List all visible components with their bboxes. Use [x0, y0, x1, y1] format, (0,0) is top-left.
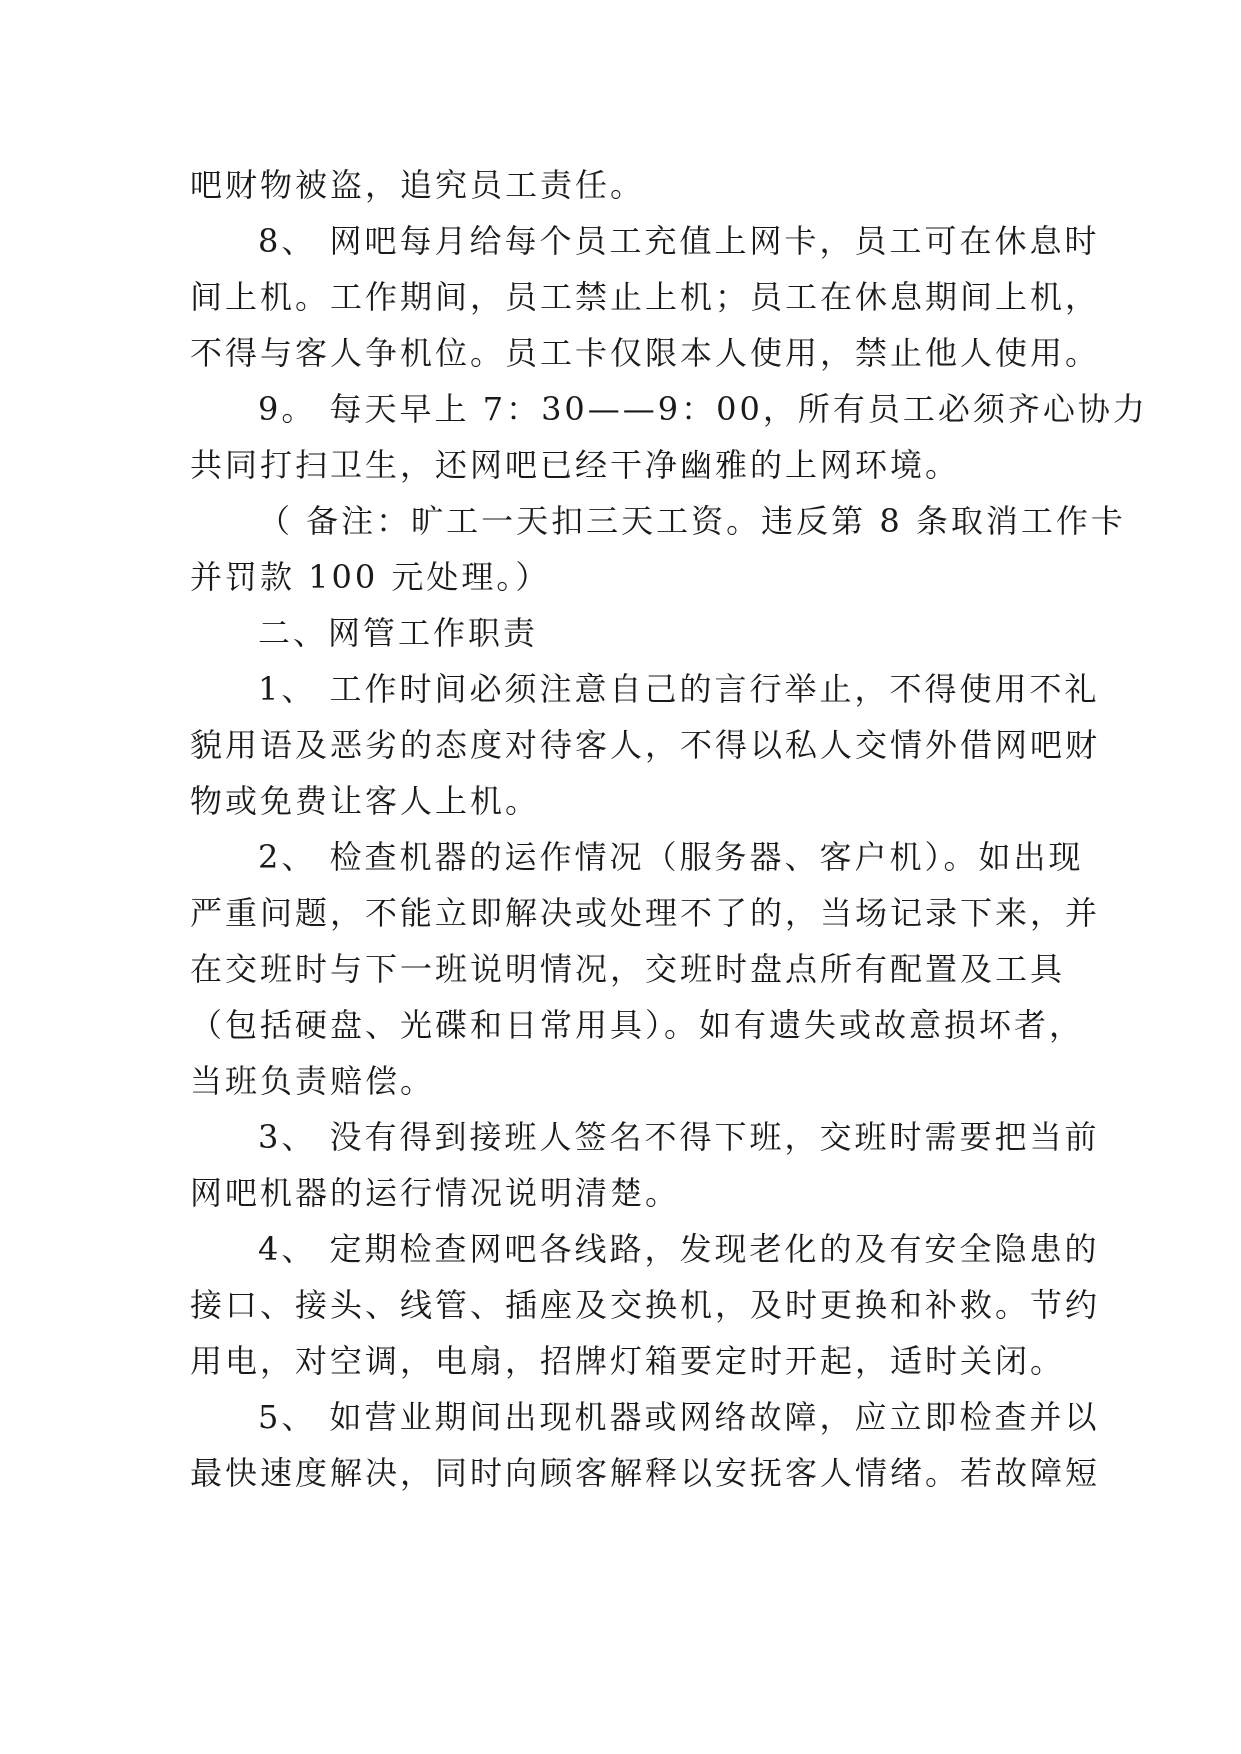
text-line: 貌用语及恶劣的态度对待客人，不得以私人交情外借网吧财: [190, 726, 1101, 764]
text-line: 并罚款 100 元处理。）: [190, 558, 551, 596]
text-line: 不得与客人争机位。员工卡仅限本人使用，禁止他人使用。: [190, 334, 1101, 372]
text-line: （ 备注：旷工一天扣三天工资。违反第 8 条取消工作卡: [258, 502, 1126, 540]
text-line: 最快速度解决，同时向顾客解释以安抚客人情绪。若故障短: [190, 1454, 1101, 1492]
text-line: 4、 定期检查网吧各线路，发现老化的及有安全隐患的: [258, 1230, 1100, 1268]
text-line: 共同打扫卫生，还网吧已经干净幽雅的上网环境。: [190, 446, 961, 484]
text-line: 1、 工作时间必须注意自己的言行举止，不得使用不礼: [258, 670, 1100, 708]
text-line: 当班负责赔偿。: [190, 1062, 436, 1100]
text-line: 间上机。工作期间，员工禁止上机；员工在休息期间上机，: [190, 278, 1101, 316]
text-line: 9。 每天早上 7：30——9：00，所有员工必须齐心协力: [258, 390, 1148, 428]
text-line: 严重问题，不能立即解决或处理不了的，当场记录下来，并: [190, 894, 1101, 932]
text-line: 吧财物被盗，追究员工责任。: [190, 166, 646, 204]
text-line: 用电，对空调，电扇，招牌灯箱要定时开起，适时关闭。: [190, 1342, 1066, 1380]
text-line: 5、 如营业期间出现机器或网络故障，应立即检查并以: [258, 1398, 1100, 1436]
text-line: （包括硬盘、光碟和日常用具）。如有遗失或故意损坏者，: [190, 1006, 1085, 1044]
text-line: 2、 检查机器的运作情况（服务器、客户机）。如出现: [258, 838, 1084, 876]
text-line: 接口、接头、线管、插座及交换机，及时更换和补救。节约: [190, 1286, 1101, 1324]
text-line: 在交班时与下一班说明情况，交班时盘点所有配置及工具: [190, 950, 1066, 988]
text-line: 3、 没有得到接班人签名不得下班，交班时需要把当前: [258, 1118, 1100, 1156]
text-line: 8、 网吧每月给每个员工充值上网卡，员工可在休息时: [258, 222, 1100, 260]
text-line: 网吧机器的运行情况说明清楚。: [190, 1174, 681, 1212]
section-heading: 二、网管工作职责: [258, 614, 539, 652]
text-line: 物或免费让客人上机。: [190, 782, 541, 820]
